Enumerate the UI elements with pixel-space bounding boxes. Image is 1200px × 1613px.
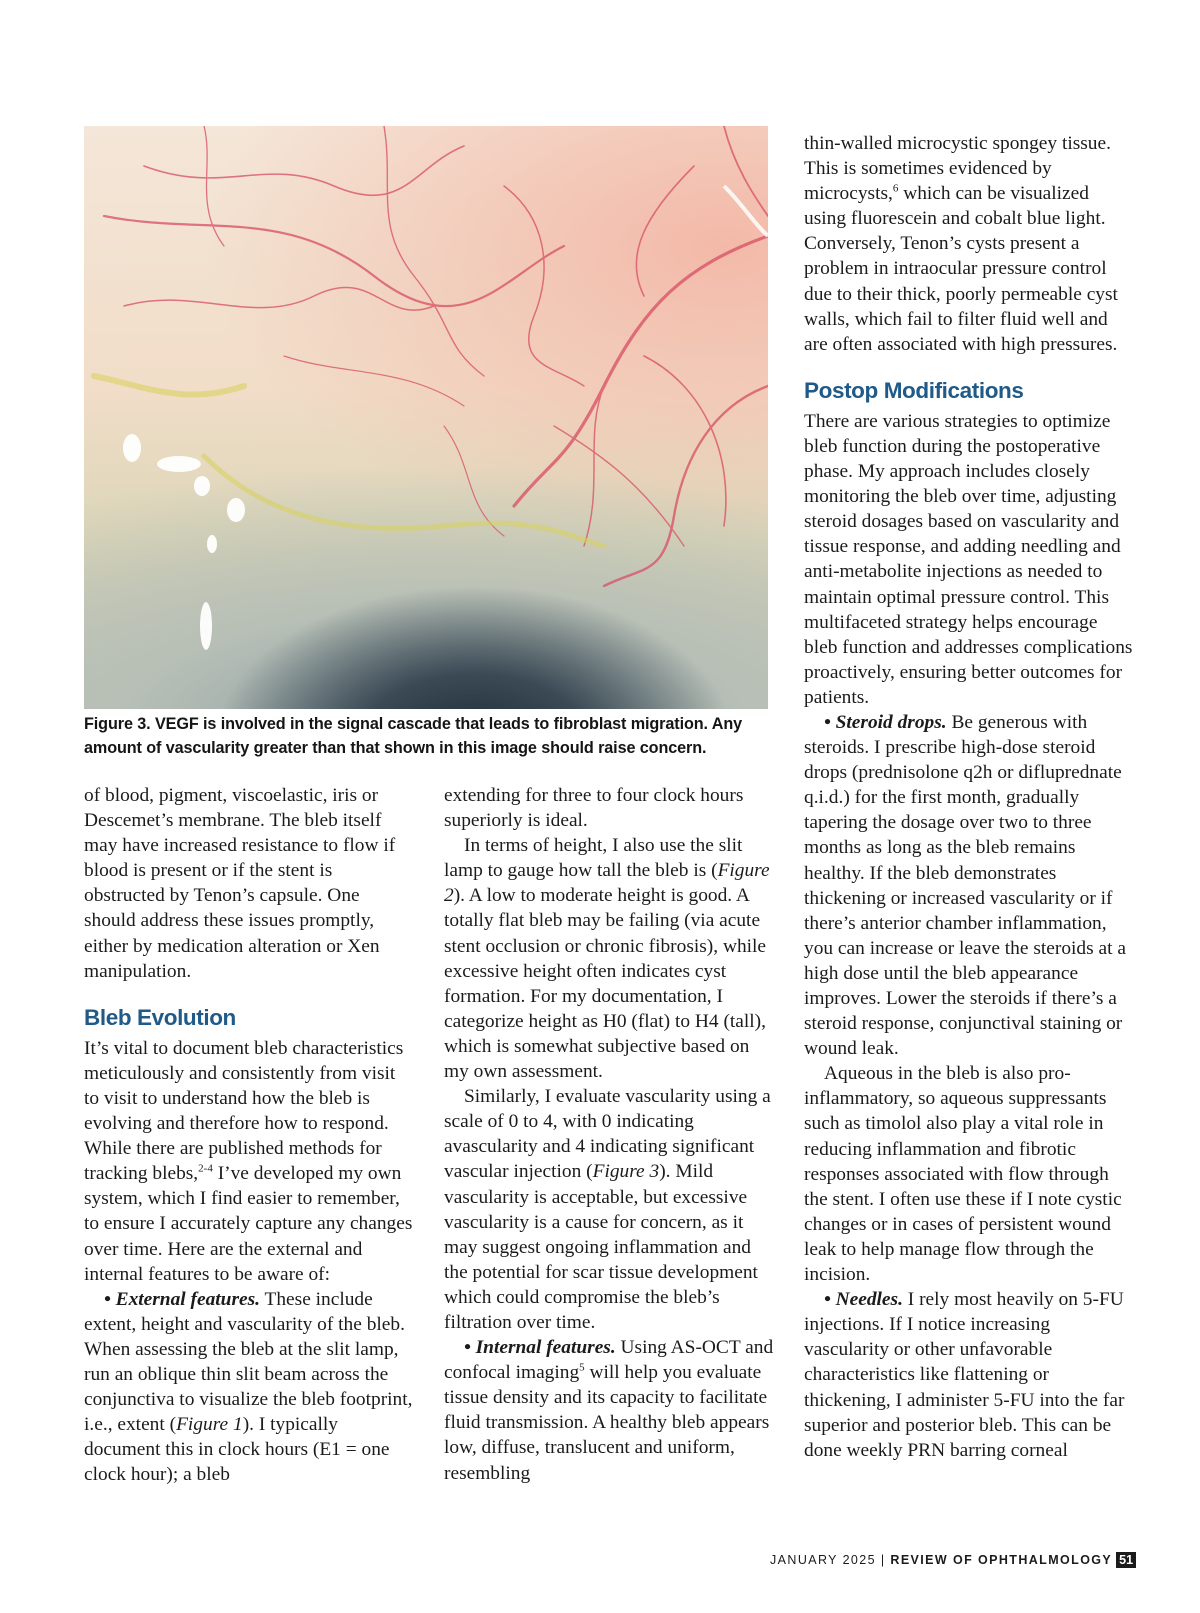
run-in-heading: • Internal features. xyxy=(464,1337,616,1359)
paragraph: Similarly, I evaluate vascularity using a scale of 0 to 4, with 0 indicating avascularity and 4 indicating significant vascular injection (Figure 3). Mild vascularity is acceptable, but excessive vascularity is a cause for concern, as it may suggest ongoing inflammation and the potential for scar tissue development which could compromise the bleb’s filtration over time. xyxy=(444,1086,771,1333)
section-heading-bleb-evolution: Bleb Evolution xyxy=(84,1004,236,1030)
paragraph: • Needles. I rely most heavily on 5-FU injections. If I notice increasing vascularity or other unfavorable characteristics like flattening or thickening, I administer 5-FU into the far superior and posterior bleb. This can be done weekly PRN barring corneal xyxy=(804,1289,1125,1461)
page-footer: JANUARY 2025 | REVIEW OF OPHTHALMOLOGY 51 xyxy=(770,1552,1130,1568)
paragraph: of blood, pigment, viscoelastic, iris or Descemet’s membrane. The bleb itself may have increased resistance to flow if blood is present or if the stent is obstructed by Tenon’s capsule. One should address these issues promptly, either by medication alteration or Xen manipulation. xyxy=(84,785,396,982)
paragraph: Aqueous in the bleb is also pro-inflammatory, so aqueous suppressants such as timolol also play a vital role in reducing inflammation and fibrotic responses associated with flow through the stent. I often use these if I note cystic changes or in cases of persistent wound leak to help manage flow through the incision. xyxy=(804,1063,1122,1286)
figure-reference: Figure 2 xyxy=(444,860,770,907)
section-heading-postop-modifications: Postop Modifications xyxy=(804,377,1024,403)
paragraph: There are various strategies to optimize bleb function during the postoperative phase. My approach includes closely monitoring the bleb over time, adjusting steroid dosages based on vascularity and tissue response, and adding needling and anti-metabolite injections as needed to maintain optimal pressure control. This multifaceted strategy helps encourage bleb function and addresses complications proactively, ensuring better outcomes for patients. xyxy=(804,410,1133,708)
citation: 5 xyxy=(579,1361,585,1374)
eye-vessels-drawing xyxy=(84,126,768,709)
column-2 xyxy=(444,783,774,1486)
paragraph: It’s vital to document bleb characteristics meticulously and consistently from visit to visit to understand how the bleb is evolving and therefore how to respond. While there are published methods for tracking blebs,$^{2-4}$ I’ve developed my own system, which I find easier to remember, to ensure I accurately capture any changes over time. Here are the external and internal features to be aware of: xyxy=(84,1037,413,1285)
paragraph: • Internal features. Using AS-OCT and confocal imaging$^5$ will help you evaluate tissue density and its capacity to facilitate fluid transmission. A healthy bleb appears low, diffuse, translucent and uniform, resembling xyxy=(444,1337,774,1484)
figure-reference: Figure 3 xyxy=(592,1161,660,1183)
figure-reference: Figure 1 xyxy=(176,1414,243,1436)
run-in-heading: • Steroid drops. xyxy=(824,711,947,733)
paragraph: In terms of height, I also use the slit lamp to gauge how tall the bleb is (Figure 2). A low to moderate height is good. A totally flat bleb may be failing (via acute stent occlusion or chronic fibrosis), while excessive height often indicates cyst formation. For my documentation, I categorize height as H0 (flat) to H4 (tall), which is somewhat subjective based on my own assessment. xyxy=(444,835,770,1083)
paragraph: • Steroid drops. Be generous with steroids. I prescribe high-dose steroid drops (prednisolone q2h or difluprednate q.i.d.) for the first month, gradually tapering the dosage over two to three months as long as the bleb remains healthy. If the bleb demonstrates thickening or increased vascularity or if there’s anterior chamber inflammation, you can increase or leave the steroids at a high dose until the bleb appearance improves. Lower the steroids if there’s a steroid response, conjunctival staining or wound leak. xyxy=(804,711,1126,1060)
run-in-heading: • External features. xyxy=(104,1288,260,1310)
paragraph: • External features. These include extent, height and vascularity of the bleb. When assessing the bleb at the slit lamp, run an oblique thin slit beam across the conjunctiva to visualize the bleb footprint, i.e., extent (Figure 1). I typically document this in clock hours (E1 = one clock hour); a bleb xyxy=(84,1288,413,1486)
issue-date: JANUARY 2025 xyxy=(770,1553,876,1567)
column-3 xyxy=(804,131,1134,1463)
citation: 2-4 xyxy=(198,1162,213,1175)
figure-caption: Figure 3. VEGF is involved in the signal cascade that leads to fibroblast migration. Any amount of vascularity greater than that shown in this image should raise concern. xyxy=(84,715,743,757)
run-in-heading: • Needles. xyxy=(824,1289,903,1311)
figure-3-image xyxy=(84,126,768,709)
paragraph: thin-walled microcystic spongey tissue. This is sometimes evidenced by microcysts,$^6$ which can be visualized using fluorescein and cobalt blue light. Conversely, Tenon’s cysts present a problem in intraocular pressure control due to their thick, poorly permeable cyst walls, which fail to filter fluid well and are often associated with high pressures. xyxy=(804,133,1118,355)
page-number: 51 xyxy=(1116,1552,1136,1568)
column-1 xyxy=(84,783,414,1487)
journal-name: REVIEW OF OPHTHALMOLOGY xyxy=(890,1553,1113,1567)
citation: 6 xyxy=(892,182,899,195)
paragraph: extending for three to four clock hours superiorly is ideal. xyxy=(444,785,744,832)
